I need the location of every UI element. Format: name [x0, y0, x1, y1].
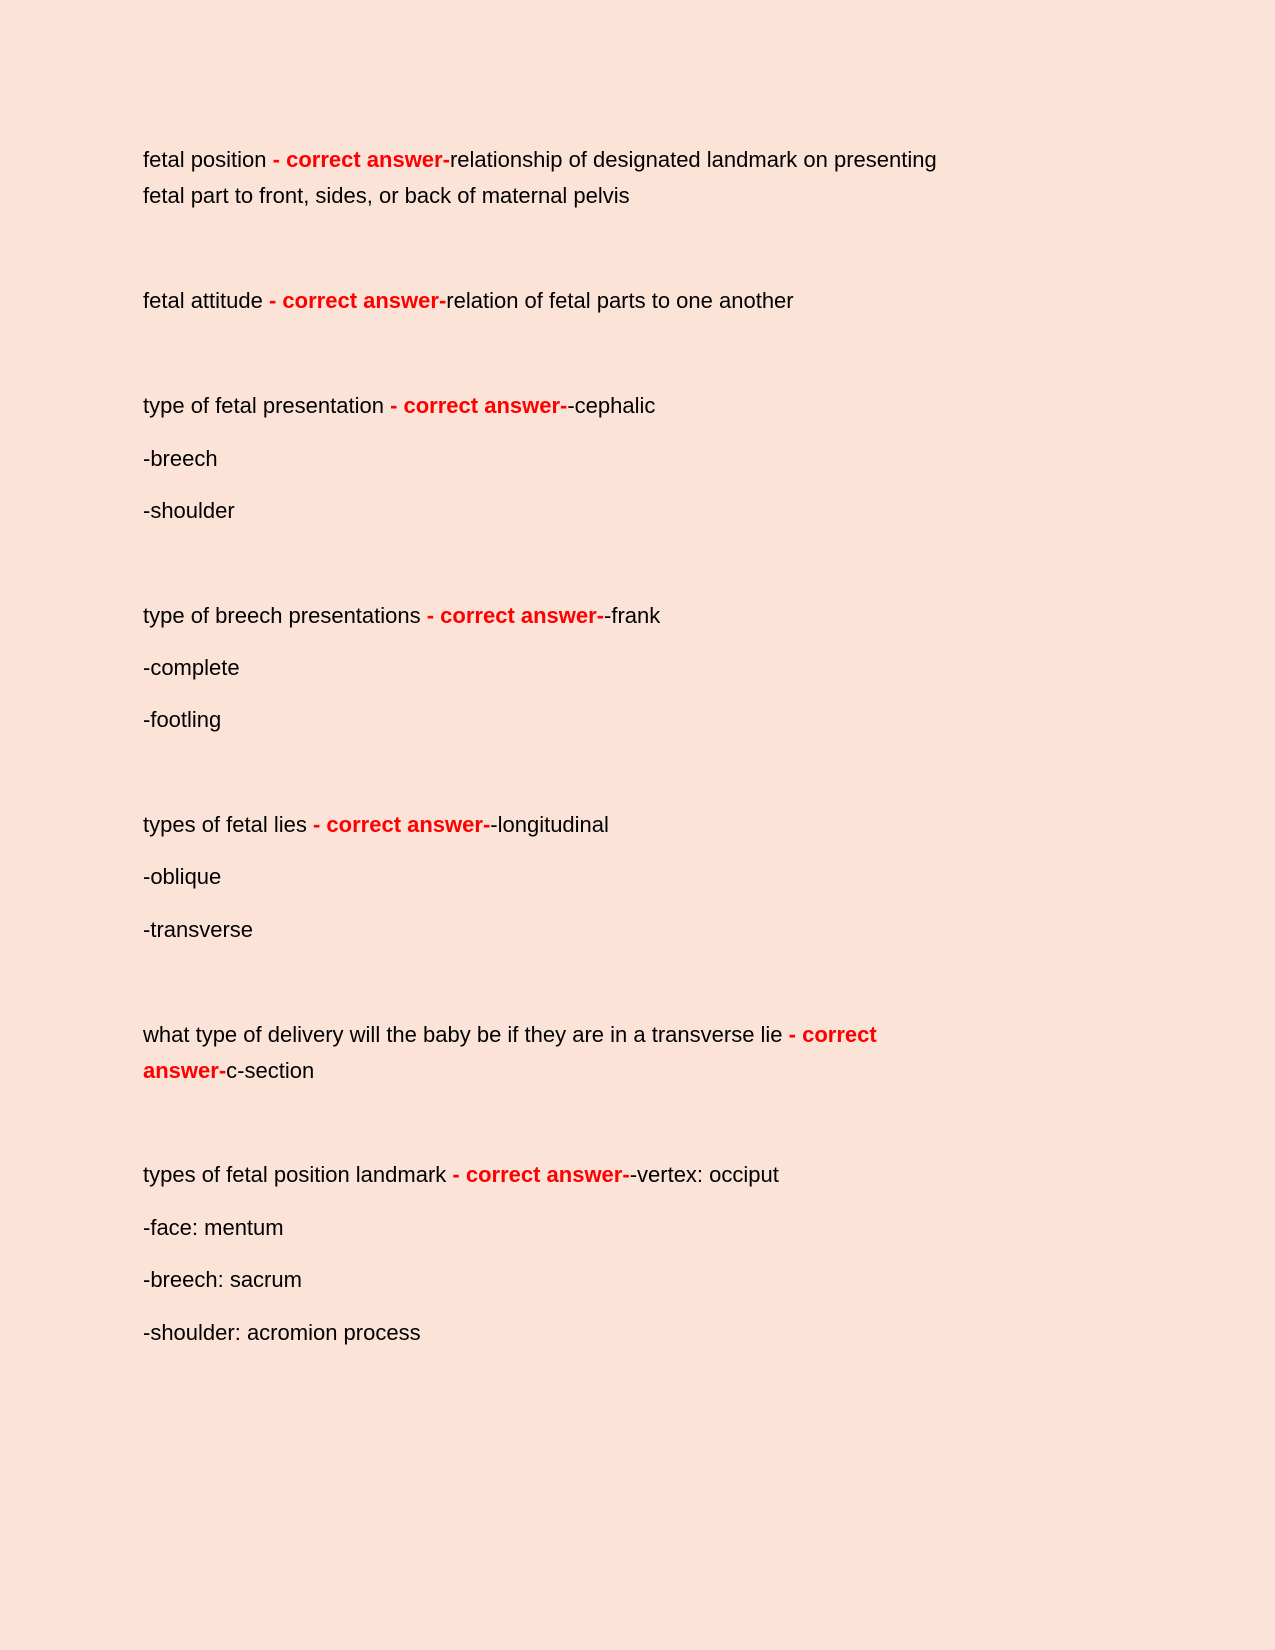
card-transverse-lie-delivery: [143, 1021, 877, 1049]
card-fetal-lies: [143, 811, 609, 839]
term: type of breech presentations: [143, 603, 427, 628]
list-item: -breech: [143, 446, 218, 471]
list-item: -transverse: [143, 917, 254, 942]
answer-marker: answer-: [143, 1058, 227, 1083]
term: fetal position: [143, 147, 273, 172]
list-item: -shoulder: [143, 498, 235, 523]
term: types of fetal position landmark: [143, 1162, 453, 1187]
answer-marker: - correct answer-: [452, 1162, 630, 1187]
answer-marker: - correct answer-: [272, 147, 450, 172]
answer-marker: - correct answer-: [426, 603, 605, 628]
answer: -cephalic: [567, 393, 656, 418]
card-breech-presentations: [143, 602, 660, 630]
answer: relation of fetal parts to one another: [446, 288, 794, 313]
answer: -longitudinal: [490, 812, 609, 837]
list-item: -breech: sacrum: [143, 1267, 302, 1292]
answer-marker: - correct answer-: [268, 288, 447, 313]
list-item: -shoulder: acromion process: [143, 1320, 421, 1345]
answer-marker: - correct answer-: [390, 393, 568, 418]
list-item: -face: mentum: [143, 1215, 284, 1240]
card-fetal-position: [143, 146, 937, 174]
card-fetal-attitude: [143, 287, 794, 315]
list-item: -oblique: [143, 864, 222, 889]
answer: c-section: [226, 1058, 315, 1083]
term: fetal attitude: [143, 288, 269, 313]
card-position-landmark: [143, 1161, 779, 1189]
term: type of fetal presentation: [143, 393, 391, 418]
answer-continuation: [143, 1057, 314, 1085]
term: what type of delivery will the baby be if they are in a transverse lie: [143, 1022, 789, 1047]
list-item: -complete: [143, 655, 240, 680]
card-fetal-presentation: [143, 392, 655, 420]
answer: -frank: [604, 603, 661, 628]
list-item: -footling: [143, 707, 222, 732]
answer-marker: - correct: [788, 1022, 877, 1047]
answer-marker: - correct answer-: [312, 812, 491, 837]
answer-continuation: fetal part to front, sides, or back of maternal pelvis: [143, 183, 630, 208]
term: types of fetal lies: [143, 812, 313, 837]
answer: -vertex: occiput: [629, 1162, 779, 1187]
answer: relationship of designated landmark on presenting: [449, 147, 937, 172]
